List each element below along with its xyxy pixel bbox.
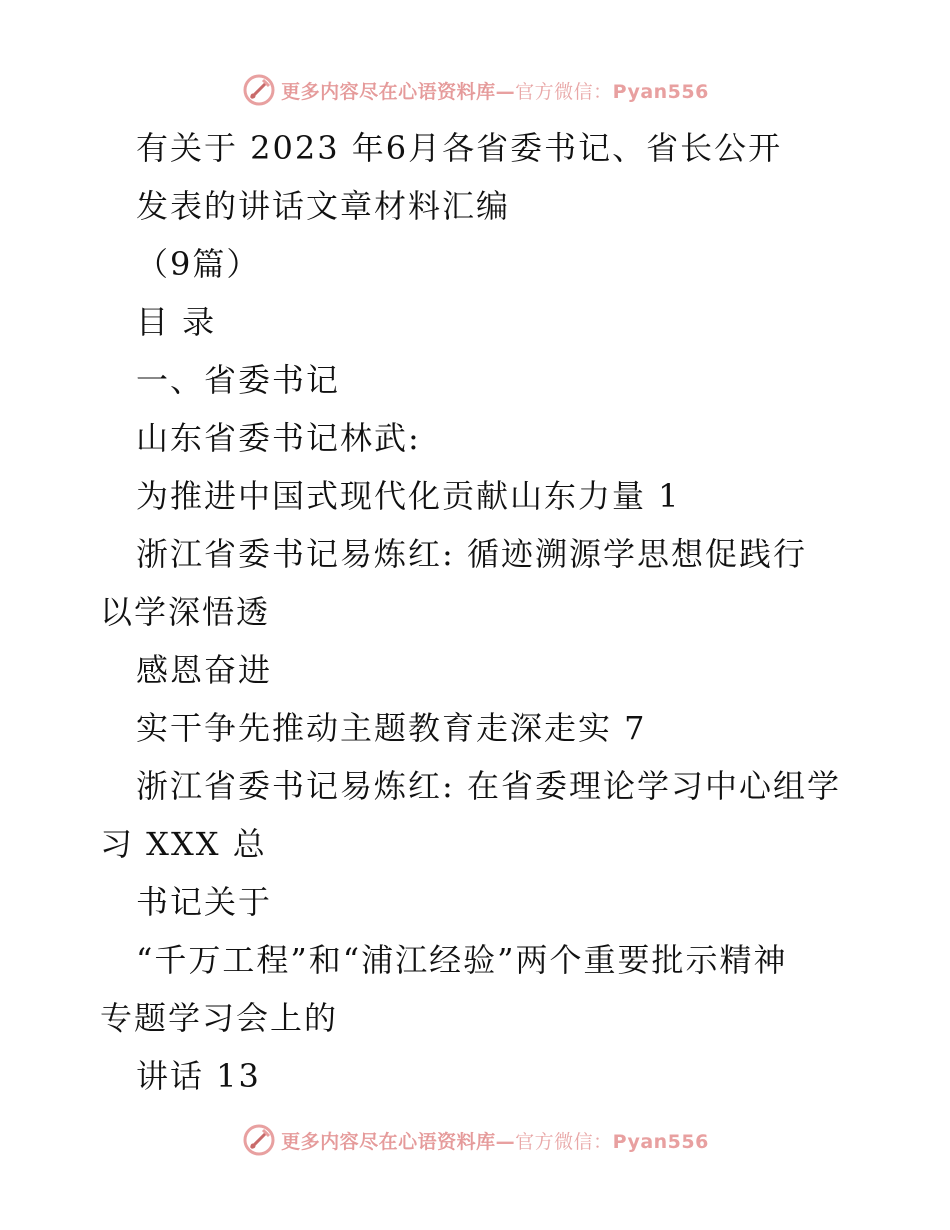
watermark-text: 更多内容尽在心语资料库—官方微信：Pyan556 <box>281 1130 709 1153</box>
toc-entry-author: 山东省委书记林武: <box>136 419 421 457</box>
title-line-2: 发表的讲话文章材料汇编 <box>136 187 511 225</box>
title-line-1: 有关于 2023 年6月各省委书记、省长公开 <box>136 129 783 167</box>
toc-entry-title: 习 XXX 总 <box>100 825 267 863</box>
toc-entry-title: 以学深悟透 <box>100 593 271 631</box>
toc-entry-title: 为推进中国式现代化贡献山东力量 1 <box>136 477 681 515</box>
toc-entry-title: 实干争先推动主题教育走深走实 7 <box>136 709 647 747</box>
toc-entry-author: 浙江省委书记易炼红: 在省委理论学习中心组学 <box>136 767 841 805</box>
pen-logo-icon <box>241 1122 277 1158</box>
toc-entry-title: 感恩奋进 <box>136 651 273 689</box>
toc-entry-title: 书记关于 <box>136 883 273 921</box>
toc-entry-title: 讲话 13 <box>136 1057 261 1095</box>
toc-entry-title: “千万工程”和“浦江经验”两个重要批示精神 <box>136 941 788 979</box>
section-heading: 一、省委书记 <box>136 361 341 399</box>
footer-watermark <box>0 1118 950 1162</box>
watermark-text: 更多内容尽在心语资料库—官方微信：Pyan556 <box>281 80 709 103</box>
toc-entry-title: 专题学习会上的 <box>100 999 339 1037</box>
title-count: （9篇） <box>136 245 261 283</box>
toc-heading: 目 录 <box>136 303 217 341</box>
toc-entry-author: 浙江省委书记易炼红: 循迹溯源学思想促践行 <box>136 535 807 573</box>
